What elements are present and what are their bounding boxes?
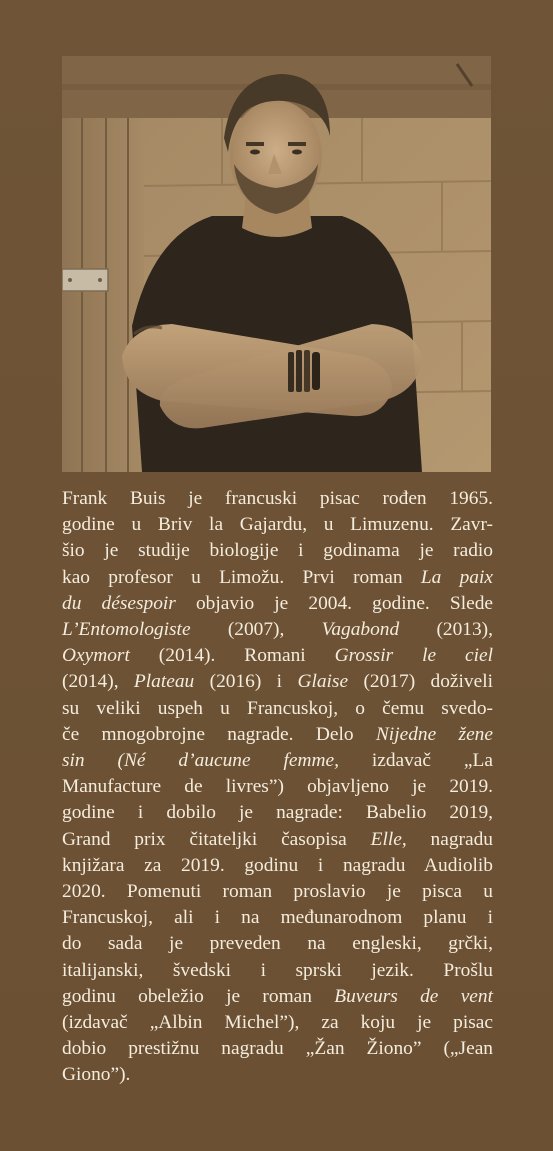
bio-text: Giono”). xyxy=(62,1064,131,1086)
bio-text: če mnogobrojne nagrade. Delo xyxy=(62,723,376,745)
bio-text: dobio prestižnu nagradu „Žan Žiono” („Jean xyxy=(62,1038,493,1060)
author-photo xyxy=(62,56,491,472)
bio-line xyxy=(62,538,493,564)
bio-line xyxy=(62,800,493,826)
bio-text: (izdavač „Albin Michel”), za koju je pisac xyxy=(62,1012,493,1034)
bio-title-italic: Nijedne žene xyxy=(375,723,493,745)
bio-line xyxy=(62,591,493,617)
bio-text: Manufacture de livres”) objavljeno je 2019. xyxy=(62,776,493,798)
bio-text: Grand prix čitateljki časopisa xyxy=(62,828,371,850)
bio-text: (2014), xyxy=(62,671,134,693)
bio-title-italic: L’Entomologiste xyxy=(62,619,191,641)
bio-line xyxy=(62,905,493,931)
bio-title-italic: Grossir le ciel xyxy=(334,645,493,667)
bio-text: (2014). Romani xyxy=(129,645,335,667)
bio-title-italic: sin (Né d’aucune femme, xyxy=(62,750,339,772)
bio-line xyxy=(62,512,493,538)
bio-title-italic: Buveurs de vent xyxy=(334,985,493,1007)
bio-text: su veliki uspeh u Francuskoj, o čemu svedo- xyxy=(62,697,493,719)
bio-line xyxy=(62,748,493,774)
bio-line xyxy=(62,696,493,722)
author-biography xyxy=(62,486,493,1089)
bio-line xyxy=(62,827,493,853)
bio-text: izdavač „La xyxy=(338,750,493,772)
bio-text: italijanski, švedski i sprski jezik. Prošlu xyxy=(62,959,493,981)
bio-text: (2007), xyxy=(190,619,322,641)
bio-title-italic: La paix xyxy=(420,566,493,588)
bio-line xyxy=(62,1062,493,1088)
bio-title-italic: Glaise xyxy=(297,671,349,693)
bio-text: godinu obeležio je roman xyxy=(62,985,335,1007)
bio-text: godine i dobilo je nagrade: Babelio 2019, xyxy=(62,802,493,824)
bio-text: objavio je 2004. godine. Slede xyxy=(175,592,493,614)
bio-text: , nagradu xyxy=(401,828,493,850)
bio-text: (2017) doživeli xyxy=(348,671,493,693)
bio-line xyxy=(62,1036,493,1062)
bio-line xyxy=(62,774,493,800)
bio-line xyxy=(62,931,493,957)
bio-text: godine u Briv la Gajardu, u Limuzenu. Zavr- xyxy=(62,514,493,536)
bio-line xyxy=(62,565,493,591)
bio-line xyxy=(62,1010,493,1036)
bio-text: do sada je preveden na engleski, grčki, xyxy=(62,933,493,955)
bio-title-italic: Vagabond xyxy=(321,619,400,641)
bio-text: (2013), xyxy=(399,619,493,641)
bio-text: šio je studije biologije i godinama je radio xyxy=(62,540,493,562)
bio-line xyxy=(62,486,493,512)
bio-text: knjižara za 2019. godinu i nagradu Audiolib xyxy=(62,854,493,876)
author-photo-illustration xyxy=(62,56,491,472)
bio-line xyxy=(62,958,493,984)
bio-text: 2020. Pomenuti roman proslavio je pisca u xyxy=(62,881,493,903)
bio-title-italic: Elle xyxy=(370,828,402,850)
bio-line xyxy=(62,617,493,643)
bio-line xyxy=(62,853,493,879)
bio-text: (2016) i xyxy=(194,671,298,693)
bio-line xyxy=(62,879,493,905)
bio-text: Francuskoj, ali i na međunarodnom planu i xyxy=(62,907,493,929)
bio-title-italic: du désespoir xyxy=(62,592,176,614)
bio-title-italic: Plateau xyxy=(133,671,195,693)
bio-text: kao profesor u Limožu. Prvi roman xyxy=(62,566,421,588)
bio-line xyxy=(62,984,493,1010)
bio-title-italic: Oxymort xyxy=(62,645,130,667)
bio-line xyxy=(62,669,493,695)
bio-text: Frank Buis je francuski pisac rođen 1965. xyxy=(62,488,493,509)
bio-line xyxy=(62,722,493,748)
bio-line xyxy=(62,643,493,669)
